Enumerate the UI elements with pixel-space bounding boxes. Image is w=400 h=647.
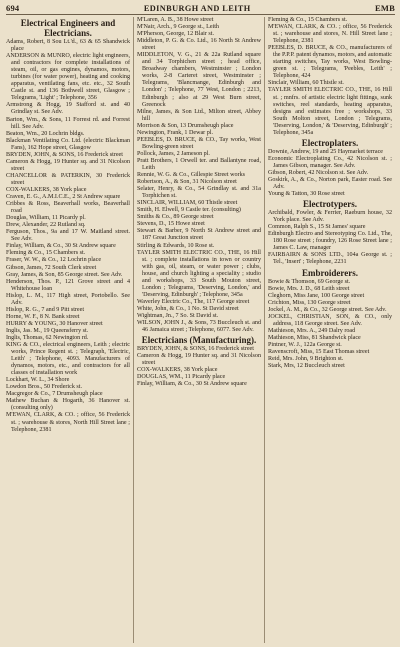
- directory-entry: DOUGLAS, WM., 11 Picardy place: [137, 374, 226, 381]
- section-marker: EMB: [375, 3, 395, 13]
- directory-entry: Mathieson, Miss, 81 Shandwick place: [268, 334, 361, 341]
- directory-entry: Fleming & Co., 15 Chambers st.: [268, 17, 348, 23]
- directory-entry: ANDERSON & MUNRO, electric light engineers, and contractors for complete installations of steam, oil, or gas engines, dynamos, motors, turbines (for water power), heating and cooking apparatus, ventilating fans, etc. etc., 32 South Castle st. and 136 Bothwell street, Glasgow ; Telegrams, 'Light' ; Telephone, 356: [6, 53, 130, 102]
- directory-entry: COX-WALKERS, 38 York place: [6, 186, 87, 193]
- directory-entry: COX-WALKERS, 38 York place: [137, 367, 218, 374]
- directory-entry: Cameron & Hogg, 19 Hunter sq. and 31 Nicolson street: [6, 158, 130, 172]
- directory-entry: Hislop, L. M., 117 High street, Portobello. See Adv.: [6, 292, 130, 306]
- directory-entry: TAYLER SMITH ELECTRIC CO., THE, 16 Hill st. ; complete installations in town or country with gas, oil, steam, or water power ; clubs, house, and church lighting a speciality ; studio and workshops, 33 South Mouton street, London ; Telegrams, 'Deserving, London,' and 'Deserving, Edinburgh' ; Telephone, 345a: [137, 249, 261, 298]
- directory-entry: PEEBLES, D. BRUCE, & CO., Tay works, West Bowling-green street: [137, 136, 261, 150]
- directory-entry: Economic Electroplating Co., 42 Nicolson st. ; James Gibson, manager. See Adv.: [268, 155, 392, 169]
- directory-entry: Cameron & Hogg, 19 Hunter sq. and 31 Nicolson street: [137, 353, 261, 367]
- directory-entry: Cribbes & Ross, Beaverhall works, Beaverhall road: [6, 201, 130, 215]
- directory-entry: WILSON, JOHN J., & Sons, 73 Buccleuch st. and 46 Jamaica street ; Telephone, 6077. See Adv.: [137, 320, 261, 334]
- section-heading: Electrotypers.: [302, 199, 358, 210]
- directory-entry: Barton, Wm., & Sons, 11 Forrest rd. and Forrest hill. See Adv.: [6, 116, 130, 130]
- directory-entry: Robertson, A., & Son, 31 Nicolson street: [137, 179, 237, 186]
- directory-entry: Lowdon Bros., 50 Frederick st.: [6, 384, 82, 391]
- directory-entry: Bowie & Thomson, 69 George st.: [268, 278, 351, 285]
- directory-entry: Ferguson, Thos., 9a and 17 W. Maitland street. See Adv.: [6, 229, 130, 243]
- section-heading: Electricians (Manufacturing).: [141, 335, 257, 346]
- section-heading: Electroplaters.: [301, 137, 359, 148]
- page-number: 694: [6, 3, 20, 13]
- directory-entry: Inglis, Thomas, 62 Newington rd.: [6, 334, 89, 341]
- directory-entry: Beaton, Wm., 20 Lochrin bldgs.: [6, 130, 85, 137]
- directory-entry: Douglas, William, 11 Picardy pl.: [6, 215, 86, 222]
- directory-entry: Rennie, W. G. & Co., Gillespie Street works: [137, 172, 245, 179]
- directory-entry: Waverley Electric Co., The, 117 George street: [137, 298, 250, 305]
- directory-entry: Gibson, James, 72 South Clerk street: [6, 264, 97, 271]
- directory-entry: MIDDLETON, V. G., 21 & 22a Rutland square and 34 Torphichen street ; head office, Broadway chambers, Westminster ; London works, 2-8 Carteret street, Westminster ; Telegrams, 'Blancmange, Edinburgh and London' ; Telephone, 77 West, London ; 2213, Edinburgh ; also at 29 West Burn street, Greenock: [137, 52, 261, 108]
- directory-entry: Smiths & Co., 89 George street: [137, 214, 214, 221]
- directory-entry: Horne, W. F., 8 N. Bank street: [6, 313, 80, 320]
- directory-entry: Newington, Frank, 1 Dewar pl.: [137, 129, 213, 136]
- directory-entry: Middleton, P. G. & Co. Ltd., 16 North St Andrew street: [137, 38, 261, 52]
- directory-entry: M'Pherson, George, 12 Blair st.: [137, 31, 214, 38]
- directory-entry: Pintner, W. J., 122a George st.: [268, 341, 342, 348]
- directory-entry: Armstrong & Hogg, 19 Stafford st. and 40 Grindlay st. See Adv.: [6, 102, 130, 116]
- directory-entry: KING & CO., electrical engineers, Leith ; electric works, Prince Regent st. ; Telegraph, 'Electric, Leith' ; Telephone, 4093. Manufacturers of dynamos, motors, etc., and contractors for all classes of installation work: [6, 342, 130, 377]
- page-title: EDINBURGH AND LEITH: [143, 4, 251, 13]
- directory-entry: Edinburgh Electro and Stereotyping Co. Ltd., The, 180 Rose street ; foundry, 126 Rose Street lane ; James C. Law, manager: [268, 231, 392, 252]
- directory-entry: Sinclair, William, 60 Thistle st.: [268, 80, 344, 87]
- directory-entry: TAYLER SMITH ELECTRIC CO., THE, 16 Hill st. ; mnfrs. of artistic electric light fittings, sunk switches, reel standards, heating apparatus, designs and estimates free ; workshops, 33 South Molton street, London ; Telegrams, 'Deserving, London,' & 'Deserving, Edinburgh' ; Telephone, 345a: [268, 87, 392, 136]
- directory-entry: Stark, Mrs, 12 Buccleuch street: [268, 363, 345, 370]
- directory-entry: M'Laren, A. B., 38 Howe street: [137, 17, 214, 23]
- directory-entry: Lockhart, W. L., 34 Shore: [6, 377, 70, 384]
- directory-entry: Wightman, Jn., 7 So. St David st.: [137, 312, 219, 319]
- directory-entry: Henderson, Thos. P., 121 Grove street and 4 Whitehouse loan: [6, 278, 130, 292]
- directory-entry: Mathew Buchan & Hogarth, 36 Hanover st. (consulting only): [6, 398, 130, 412]
- column-2: [134, 17, 265, 643]
- directory-entry: PEEBLES, D. BRUCE, & CO., manufacturers of the P.P.P. patent dynamos, motors, and automatic starting switches, Tay works, West Bowling-green st. ; Telegrams, 'Peebles, Leith' ; Telephone, 424: [268, 45, 392, 80]
- directory-entry: Drew, Alexander, 22 Rutland sq.: [6, 222, 86, 229]
- directory-entry: BRYDEN, JOHN, & SONS, 16 Frederick street: [137, 346, 254, 353]
- directory-entry: CHANCELLOR & PATERKIN, 30 Frederick street: [6, 172, 130, 186]
- directory-entry: SINCLAIR, WILLIAM, 60 Thistle street: [137, 200, 238, 207]
- directory-entry: Pollock, James, 2 Jameson pl.: [137, 150, 210, 157]
- directory-entry: Gray, James, & Son, 85 George street. See Adv.: [6, 271, 123, 278]
- directory-entry: FAIRBAIRN & SONS LTD., 104a George st. ; Tel., 'Insert' ; Telephone, 2231: [268, 252, 392, 266]
- directory-entry: Stirling & Edwards, 10 Rose st.: [137, 242, 215, 249]
- running-head: [6, 3, 395, 15]
- directory-entry: Archibald, Fowler, & Ferrier, Raeburn house, 32 York place. See Adv.: [268, 210, 392, 224]
- directory-entry: Blackman Ventilating Co. Ltd. (electric Blackman Fans), 162 Hope street, Glasgow: [6, 137, 130, 151]
- directory-entry: Smith, H. Elwell, 9 Castle ter. (consulting): [137, 207, 241, 214]
- directory-entry: Finlay, William, & Co., 30 St Andrew square: [6, 243, 116, 250]
- directory-entry: Fraser, W. W., & Co., 12 Lochrin place: [6, 257, 102, 264]
- directory-entry: Bowie, Mrs. J. D., 68 Leith street: [268, 285, 350, 292]
- section-heading: Electrical Engineers and Electricians.: [20, 18, 116, 38]
- column-3: [265, 17, 395, 643]
- directory-entry: JOCKEL, CHRISTIAN, SON, & CO., only address, 118 George street. See Adv.: [268, 313, 392, 327]
- directory-entry: Stewart & Barber, 9 North St Andrew street and 187 Great Junction street: [137, 228, 261, 242]
- directory-entry: Common, Ralph S., 15 St James' square: [268, 224, 366, 231]
- directory-entry: Jockel, A. M., & Co., 32 George street. See Adv.: [268, 306, 387, 313]
- directory-entry: Downie, Andrew, 19 and 25 Haymarket terrace: [268, 148, 384, 155]
- directory-entry: Crichton, Miss, 130 George street: [268, 299, 351, 306]
- directory-entry: Cleghorn, Miss Jane, 100 George street: [268, 292, 365, 299]
- directory-entry: HURRY & YOUNG, 30 Hanover street: [6, 320, 103, 327]
- column-1: [6, 17, 134, 643]
- directory-entry: Adams, Robert, 8 Sou Lt.'d., 63 & 65 Shandwick place: [6, 39, 130, 53]
- directory-entry: Mathieson, Mrs. A., 249 Dalry road: [268, 327, 356, 334]
- directory-entry: Stevens, D., 15 Howe street: [137, 221, 205, 228]
- directory-entry: Young & Tatton, 30 Rose street: [268, 191, 345, 198]
- directory-entry: Selater, Henry, & Co., 54 Grindlay st. and 31a Torphichen st.: [137, 186, 261, 200]
- directory-entry: Hislop, R. G., 7 and 9 Pitt street: [6, 306, 85, 313]
- directory-entry: Goskirk, A., & Co., Norton park, Easter road. See Adv.: [268, 176, 392, 191]
- directory-entry: Craven, E. G., A.M.I.C.E., 2 St Andrew square: [6, 194, 121, 201]
- directory-entry: Pratt Brothers, 1 Orwell ter. and Ballantyne road, Leith: [137, 157, 261, 171]
- directory-entry: Gibson, Robert, 42 Nicolson st. See Adv.: [268, 169, 369, 176]
- directory-entry: M'EWAN, CLARK, & CO. ; office, 56 Frederick st. ; warehouse and stores, N. Hill Street lane ; Telephone, 2381: [268, 24, 392, 45]
- directory-entry: Finlay, William, & Co., 30 St Andrew square: [137, 381, 247, 388]
- directory-entry: M'EWAN, CLARK, & CO. ; office, 56 Frederick st. ; warehouse & stores, North Hill Street lane ; Telephone, 2381: [6, 412, 130, 433]
- directory-entry: Reid, Mrs. John, 9 Brighton st.: [268, 356, 344, 363]
- directory-entry: Fleming & Co., 15 Chambers st.: [6, 250, 86, 257]
- columns: [6, 17, 395, 643]
- directory-entry: Macgregor & Co., 7 Drumsheugh place: [6, 391, 103, 398]
- directory-entry: Milne, James, & Son Ltd., Milton street, Abbey hill: [137, 108, 261, 122]
- directory-entry: Ravenscroft, Miss, 15 East Thomas street: [268, 348, 370, 355]
- directory-entry: M'Nair, Arch., 9 George st., Leith: [137, 24, 219, 31]
- directory-entry: Morrison & Son, 13 Drumsheugh place: [137, 122, 234, 129]
- directory-entry: Inglis, Jas. M., 19 Queensferry st.: [6, 327, 89, 334]
- directory-entry: White, John, & Co., 1 No. St David street: [137, 305, 239, 312]
- section-heading: Embroiderers.: [302, 267, 358, 278]
- directory-entry: BRYDEN, JOHN, & SONS, 16 Frederick street: [6, 151, 123, 158]
